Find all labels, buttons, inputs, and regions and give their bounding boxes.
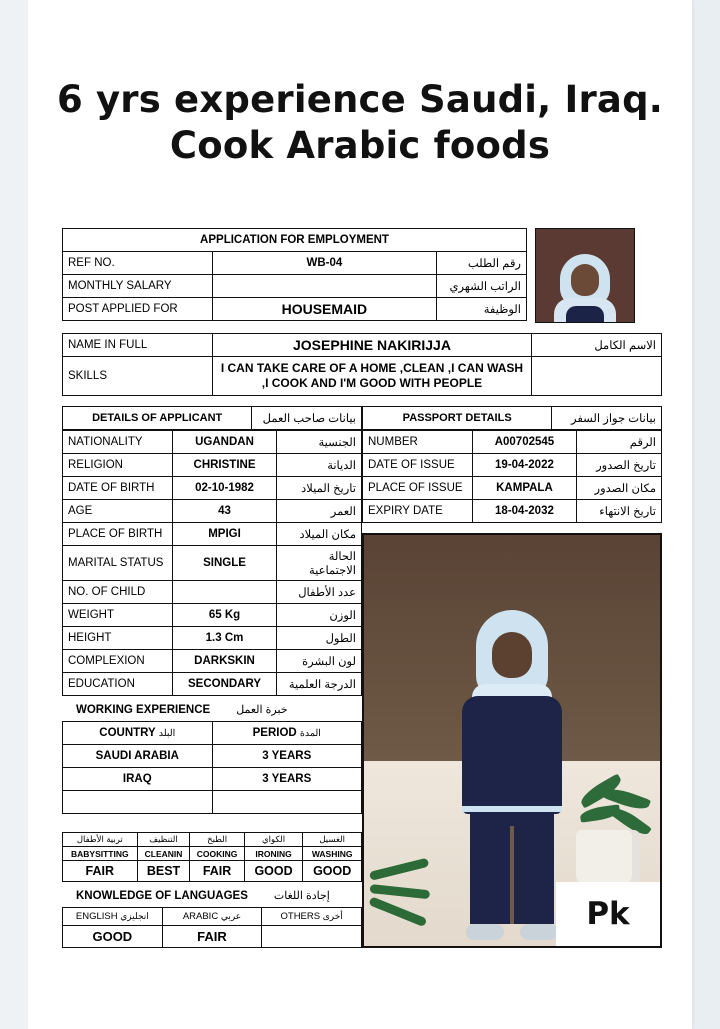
religion-label: RELIGION [63,454,173,477]
marital-status-value: SINGLE [172,546,277,581]
skill-cleaning-rating: BEST [137,861,190,882]
nationality-label: NATIONALITY [63,431,173,454]
table-row [63,791,362,814]
table-row [363,500,662,523]
children-arabic: عدد الأطفال [277,581,362,604]
table-row [363,477,662,500]
experience-period-1: 3 YEARS [212,745,361,768]
skills-arabic [532,357,662,396]
cv-sheet [62,228,662,948]
education-label: EDUCATION [63,673,173,696]
table-row [63,477,362,500]
ref-no-arabic: رقم الطلب [437,252,527,275]
details-body [62,430,662,948]
passport-and-photo-column [362,430,662,948]
language-others-rating [262,926,362,948]
table-row [63,334,662,357]
passport-issue-place-value: KAMPALA [472,477,577,500]
post-applied-value: HOUSEMAID [212,298,436,321]
post-applied-label: POST APPLIED FOR [63,298,213,321]
applicant-full-length-photo [362,533,662,948]
experience-country-1: SAUDI ARABIA [63,745,213,768]
language-english-label: ENGLISH [75,911,118,922]
skill-cooking-arabic: الطبخ [190,833,244,847]
photo-tunic [566,306,604,322]
language-english-arabic: انجليزي [120,911,149,921]
languages-heading [62,882,362,907]
dob-label: DATE OF BIRTH [63,477,173,500]
identity-block [62,333,662,396]
col-period-ar: المدة [299,728,321,739]
skill-cooking-label: COOKING [190,847,244,861]
experience-country-3 [63,791,213,814]
monthly-salary-value [212,275,436,298]
photo-face [571,264,599,296]
skill-ironing-label: IRONING [244,847,303,861]
passport-issue-date-arabic: تاريخ الصدور [577,454,662,477]
languages-title: KNOWLEDGE OF LANGUAGES [76,890,248,902]
table-row [63,298,527,321]
skill-ironing-rating: GOOD [244,861,303,882]
headline [28,78,692,170]
passport-details-header [362,406,662,430]
ref-no-label: REF NO. [63,252,213,275]
age-value: 43 [172,500,277,523]
full-photo-uniform-top [462,696,562,814]
dob-value: 02-10-1982 [172,477,277,500]
languages-title-ar: إجادة اللغات [273,890,330,902]
language-arabic-arabic: عربي [220,911,242,921]
table-row [63,745,362,768]
full-photo-face [492,632,532,678]
passport-expiry-value: 18-04-2032 [472,500,577,523]
applicant-details-header-wrap [62,406,362,430]
complexion-arabic: لون البشرة [277,650,362,673]
working-experience-table [62,721,362,814]
language-others-header [262,908,362,926]
language-others-label: OTHERS [280,911,321,922]
table-row [363,431,662,454]
full-photo-right-shoe [520,924,558,940]
skills-label: SKILLS [63,357,213,396]
religion-arabic: الديانة [277,454,362,477]
education-arabic: الدرجة العلمية [277,673,362,696]
application-table-wrap [62,228,527,323]
skill-babysitting-label: BABYSITTING [63,847,138,861]
skills-grid-table [62,832,362,882]
applicant-details-table [62,430,362,696]
education-value: SECONDARY [172,673,277,696]
identity-table [62,333,662,396]
passport-issue-date-value: 19-04-2022 [472,454,577,477]
table-row [63,546,362,581]
children-value [172,581,277,604]
frond-blade [370,884,431,899]
experience-country-2: IRAQ [63,768,213,791]
post-applied-arabic: الوظيفة [437,298,527,321]
table-row [363,407,662,430]
headline-line-2: Cook Arabic foods [169,124,551,167]
skill-babysitting-arabic: تربية الأطفال [63,833,138,847]
skill-cleaning-arabic: التنظيف [137,833,190,847]
passport-issue-place-arabic: مكان الصدور [577,477,662,500]
col-country [63,722,213,745]
table-row [63,407,362,430]
passport-expiry-arabic: تاريخ الانتهاء [577,500,662,523]
language-arabic-header [162,908,262,926]
applicant-details-column [62,430,362,948]
passport-number-value: A00702545 [472,431,577,454]
table-row [63,650,362,673]
col-country-ar: البلد [158,728,176,739]
passport-details-header-en: PASSPORT DETAILS [363,407,552,430]
passport-issue-date-label: DATE OF ISSUE [363,454,473,477]
col-period-en: PERIOD [252,727,297,739]
languages-table [62,907,362,948]
height-arabic: الطول [277,627,362,650]
passport-details-table [362,430,662,523]
passport-number-label: NUMBER [363,431,473,454]
dob-arabic: تاريخ الميلاد [277,477,362,500]
age-arabic: العمر [277,500,362,523]
skill-cooking-rating: FAIR [190,861,244,882]
application-block [62,228,662,323]
passport-issue-place-label: PLACE OF ISSUE [363,477,473,500]
table-row [63,722,362,745]
experience-period-3 [212,791,361,814]
skill-washing-arabic: الغسيل [303,833,362,847]
name-value: JOSEPHINE NAKIRIJJA [212,334,531,357]
details-headers [62,406,662,430]
watermark-badge: Pk [556,882,660,946]
col-period [212,722,361,745]
table-row [63,523,362,546]
passport-details-header-wrap [362,406,662,430]
table-row [63,604,362,627]
full-photo-leg-gap [510,826,514,924]
nationality-arabic: الجنسية [277,431,362,454]
working-experience-heading [62,696,362,721]
pob-label: PLACE OF BIRTH [63,523,173,546]
table-row [63,454,362,477]
passport-details-header-ar: بيانات جواز السفر [552,407,662,430]
table-row [63,500,362,523]
passport-expiry-label: EXPIRY DATE [363,500,473,523]
language-arabic-rating: FAIR [162,926,262,948]
applicant-details-header [62,406,362,430]
language-english-rating: GOOD [63,926,163,948]
monthly-salary-label: MONTHLY SALARY [63,275,213,298]
full-photo-left-shoe [466,924,504,940]
name-label: NAME IN FULL [63,334,213,357]
table-row [63,431,362,454]
passport-number-arabic: الرقم [577,431,662,454]
language-arabic-label: ARABIC [182,911,219,922]
table-row [63,581,362,604]
marital-status-arabic: الحالة الاجتماعية [277,546,362,581]
table-row [63,673,362,696]
table-row [363,454,662,477]
height-label: HEIGHT [63,627,173,650]
skill-cleaning-label: CLEANIN [137,847,190,861]
table-row [63,926,362,948]
table-row [63,357,662,396]
applicant-details-header-ar: بيانات صاحب العمل [252,407,362,430]
language-others-arabic: أخرى [322,911,343,921]
experience-period-2: 3 YEARS [212,768,361,791]
name-arabic: الاسم الكامل [532,334,662,357]
complexion-label: COMPLEXION [63,650,173,673]
working-experience-title-ar: خبرة العمل [236,704,288,716]
table-row [63,908,362,926]
frond-blade [369,858,429,881]
language-english-header [63,908,163,926]
table-row [63,252,527,275]
frond-blade [368,896,427,927]
document-page [28,0,692,1029]
pob-arabic: مكان الميلاد [277,523,362,546]
col-country-en: COUNTRY [99,727,156,739]
skill-washing-label: WASHING [303,847,362,861]
weight-label: WEIGHT [63,604,173,627]
age-label: AGE [63,500,173,523]
weight-arabic: الوزن [277,604,362,627]
monthly-salary-arabic: الراتب الشهري [437,275,527,298]
application-table [62,228,527,321]
skill-ironing-arabic: الكواي [244,833,303,847]
complexion-value: DARKSKIN [172,650,277,673]
table-row [63,229,527,252]
skill-babysitting-rating: FAIR [63,861,138,882]
table-row [63,627,362,650]
pob-value: MPIGI [172,523,277,546]
table-row [63,847,362,861]
weight-value: 65 Kg [172,604,277,627]
children-label: NO. OF CHILD [63,581,173,604]
height-value: 1.3 Cm [172,627,277,650]
application-title: APPLICATION FOR EMPLOYMENT [63,229,527,252]
table-row [63,768,362,791]
table-row [63,275,527,298]
photo-person-figure [554,250,616,322]
applicant-details-header-en: DETAILS OF APPLICANT [63,407,252,430]
table-row [63,861,362,882]
headline-line-1: 6 yrs experience Saudi, Iraq. [56,78,664,121]
marital-status-label: MARITAL STATUS [63,546,173,581]
table-row [63,833,362,847]
applicant-passport-photo [535,228,635,323]
working-experience-title: WORKING EXPERIENCE [76,704,211,716]
ref-no-value: WB-04 [212,252,436,275]
skill-washing-rating: GOOD [303,861,362,882]
nationality-value: UGANDAN [172,431,277,454]
religion-value: CHRISTINE [172,454,277,477]
skills-value: I CAN TAKE CARE OF A HOME ,CLEAN ,I CAN WASH ,I COOK AND I'M GOOD WITH PEOPLE [212,357,531,396]
